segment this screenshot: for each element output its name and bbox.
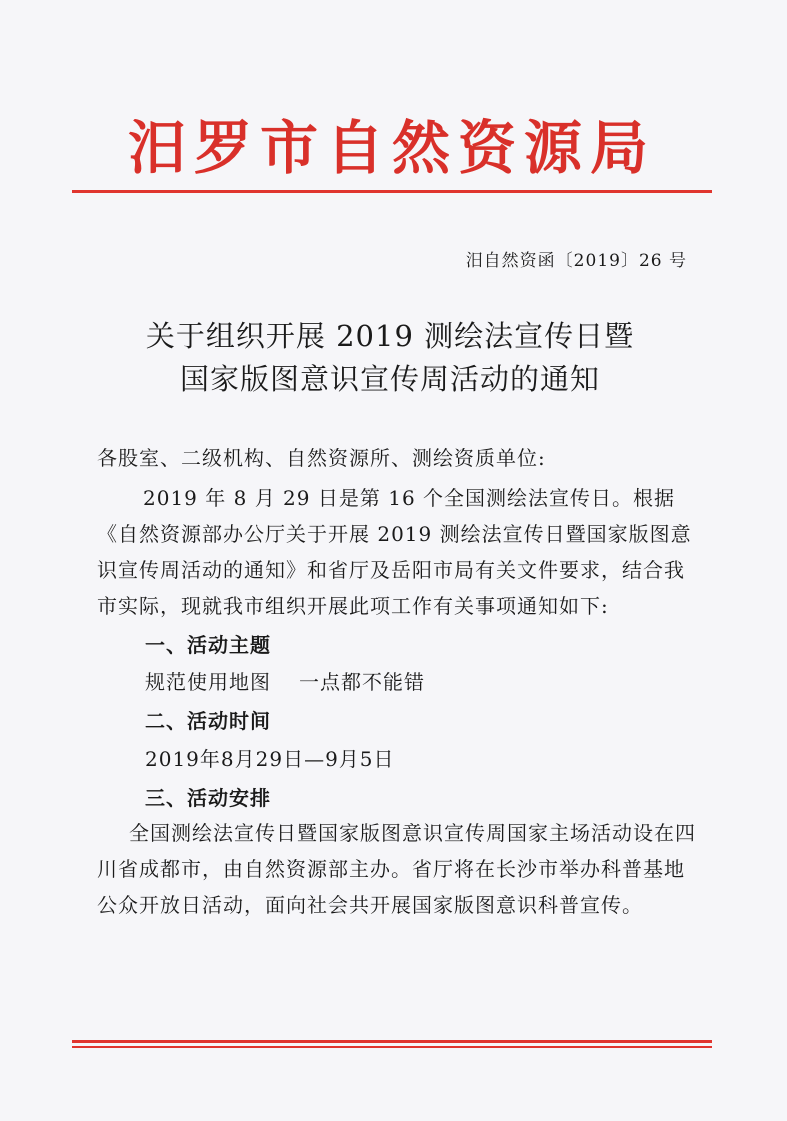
activity-time: 2019年8月29日—9月5日	[145, 747, 395, 771]
red-header-rule	[72, 190, 712, 193]
theme-part-2: 一点都不能错	[299, 670, 425, 694]
document-number: 汨自然资函〔2019〕26 号	[465, 251, 687, 271]
issuing-organization-title: 汨罗市自然资源局	[127, 114, 656, 182]
red-footer-rule-thin	[72, 1046, 712, 1048]
activity-theme	[145, 664, 425, 700]
red-footer-rule-thick	[72, 1040, 712, 1043]
document-title-line-2: 国家版图意识宣传周活动的通知	[179, 362, 600, 396]
section-1-heading: 一、活动主题	[145, 633, 271, 657]
arrangement-paragraph: 全国测绘法宣传日暨国家版图意识宣传周国家主场活动设在四川省成都市，由自然资源部主办。省厅将在长沙市举办科普基地公众开放日活动，面向社会共开展国家版图意识科普宣传。	[97, 821, 696, 917]
section-2-heading: 二、活动时间	[145, 709, 271, 733]
addressee: 各股室、二级机构、自然资源所、测绘资质单位:	[97, 446, 546, 470]
section-3-heading: 三、活动安排	[145, 786, 271, 810]
document-title-line-1: 关于组织开展 2019 测绘法宣传日暨	[145, 319, 635, 353]
intro-paragraph: 2019 年 8 月 29 日是第 16 个全国测绘法宣传日。根据《自然资源部办公厅关于开展 2019 测绘法宣传日暨国家版图意识宣传周活动的通知》和省厅及岳阳市局有关文件要求，结合我市实际，现就我市组织开展此项工作有关事项通知如下:	[97, 486, 692, 618]
theme-part-1: 规范使用地图	[145, 670, 271, 694]
